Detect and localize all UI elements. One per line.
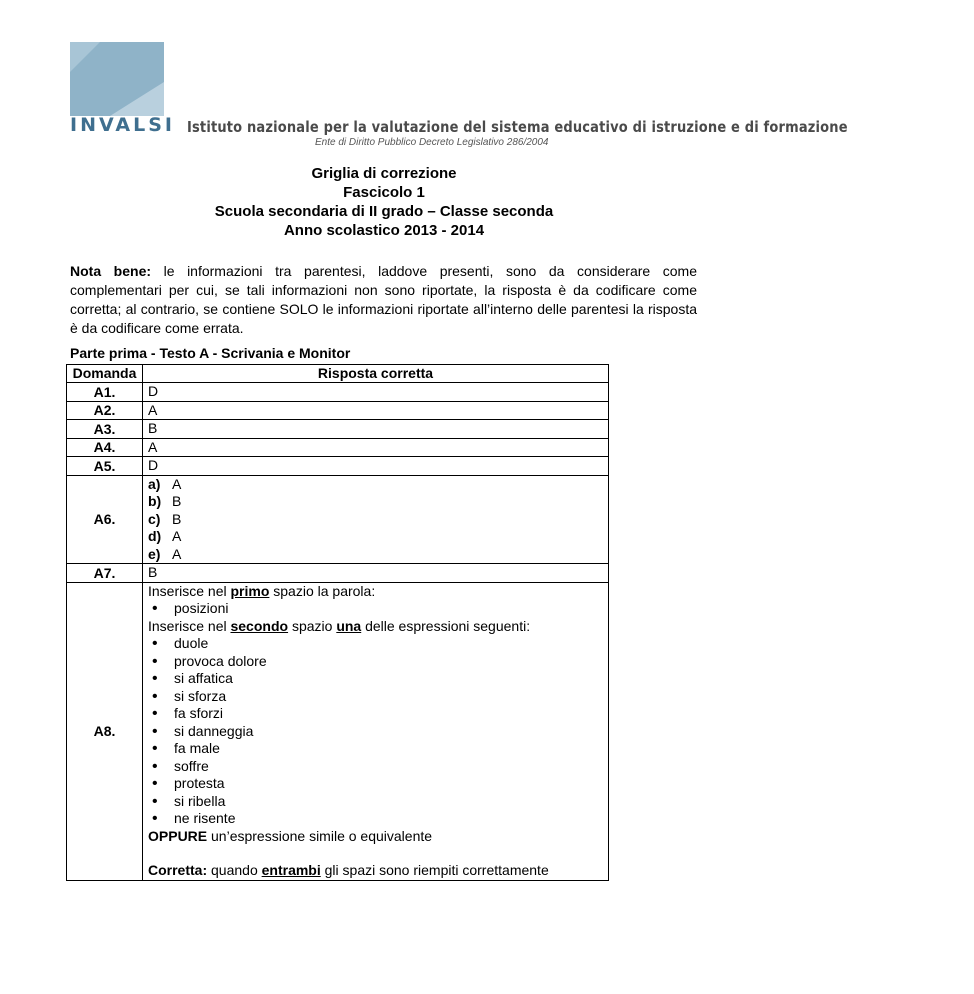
- question-id: A6.: [67, 475, 143, 564]
- sub-answer: e) A: [148, 545, 182, 562]
- brand-short: INVALSI: [70, 114, 175, 136]
- answer-table: [66, 364, 609, 881]
- first-words-list: [148, 600, 604, 618]
- question-id: A4.: [67, 438, 143, 457]
- sub-answer: b) B: [148, 493, 182, 509]
- list-item: • si danneggia: [148, 723, 604, 741]
- answer-cell-a8: [143, 582, 609, 880]
- list-item: • si ribella: [148, 793, 604, 811]
- note-paragraph: [70, 262, 697, 338]
- table-row-a7: [67, 564, 609, 583]
- note-text: le informazioni tra parentesi, laddove presenti, sono da considerare come complementari per cui, se tali informazioni non sono riportate, la risposta è da codificare come corretta; al contrario, se contiene SOLO le informazioni riportate all’interno delle parentesi la risposta è da codificare come errata.: [70, 263, 697, 336]
- sub-answer: c) B: [148, 510, 182, 527]
- legal-note: Ente di Diritto Pubblico Decreto Legislativo 286/2004: [315, 137, 549, 148]
- answer-value: D: [143, 383, 609, 402]
- document-title: [0, 164, 768, 240]
- answer-cell-a6: [143, 475, 609, 564]
- title-line-4: Anno scolastico 2013 - 2014: [283, 222, 485, 239]
- brand-full: Istituto nazionale per la valutazione del sistema educativo di istruzione e di formazione: [186, 118, 848, 136]
- corretta-line: Corretta: quando entrambi gli spazi sono riempiti correttamente: [148, 862, 549, 878]
- second-words-list: [148, 635, 604, 828]
- title-line-2: Fascicolo 1: [343, 184, 425, 201]
- list-item: • soffre: [148, 758, 604, 776]
- list-item: • ne risente: [148, 810, 604, 828]
- section-title: Parte prima - Testo A - Scrivania e Monitor: [70, 345, 351, 361]
- intro-first-space: Inserisce nel primo spazio la parola:: [148, 582, 376, 599]
- list-item: • fa sforzi: [148, 705, 604, 723]
- list-item: • duole: [148, 635, 604, 653]
- question-id: A1.: [67, 383, 143, 402]
- answer-value: A: [143, 438, 609, 457]
- table-row-a6: [67, 475, 609, 564]
- header-question: Domanda: [67, 365, 143, 383]
- note-label: Nota bene:: [70, 263, 152, 279]
- oppure-line: OPPURE un’espressione simile o equivalente: [148, 827, 433, 844]
- brand-row: [70, 112, 974, 136]
- title-line-3: Scuola secondaria di II grado – Classe seconda: [214, 203, 554, 220]
- title-line-1: Griglia di correzione: [311, 165, 457, 182]
- sub-answer: d) A: [148, 528, 182, 544]
- header-answer: Risposta corretta: [143, 365, 609, 383]
- table-row: [67, 420, 609, 439]
- list-item: • si sforza: [148, 688, 604, 706]
- question-id: A7.: [67, 564, 143, 583]
- table-row: [67, 383, 609, 402]
- answer-value: D: [143, 457, 609, 476]
- table-header-row: [67, 365, 609, 383]
- answer-value: B: [143, 420, 609, 439]
- sub-answer: a) A: [148, 475, 182, 492]
- table-row: [67, 438, 609, 457]
- answer-value: A: [143, 401, 609, 420]
- spacer: [148, 845, 604, 862]
- question-id: A3.: [67, 420, 143, 439]
- invalsi-logo-icon: [70, 42, 164, 116]
- list-item: • provoca dolore: [148, 653, 604, 671]
- list-item: • protesta: [148, 775, 604, 793]
- list-item: • posizioni: [148, 600, 604, 618]
- list-item: • si affatica: [148, 670, 604, 688]
- question-id: A8.: [67, 582, 143, 880]
- list-item: • fa male: [148, 740, 604, 758]
- table-row: [67, 401, 609, 420]
- answer-value: B: [143, 564, 609, 583]
- table-row-a8: [67, 582, 609, 880]
- question-id: A2.: [67, 401, 143, 420]
- question-id: A5.: [67, 457, 143, 476]
- table-row: [67, 457, 609, 476]
- intro-second-space: Inserisce nel secondo spazio una delle espressioni seguenti:: [148, 617, 531, 634]
